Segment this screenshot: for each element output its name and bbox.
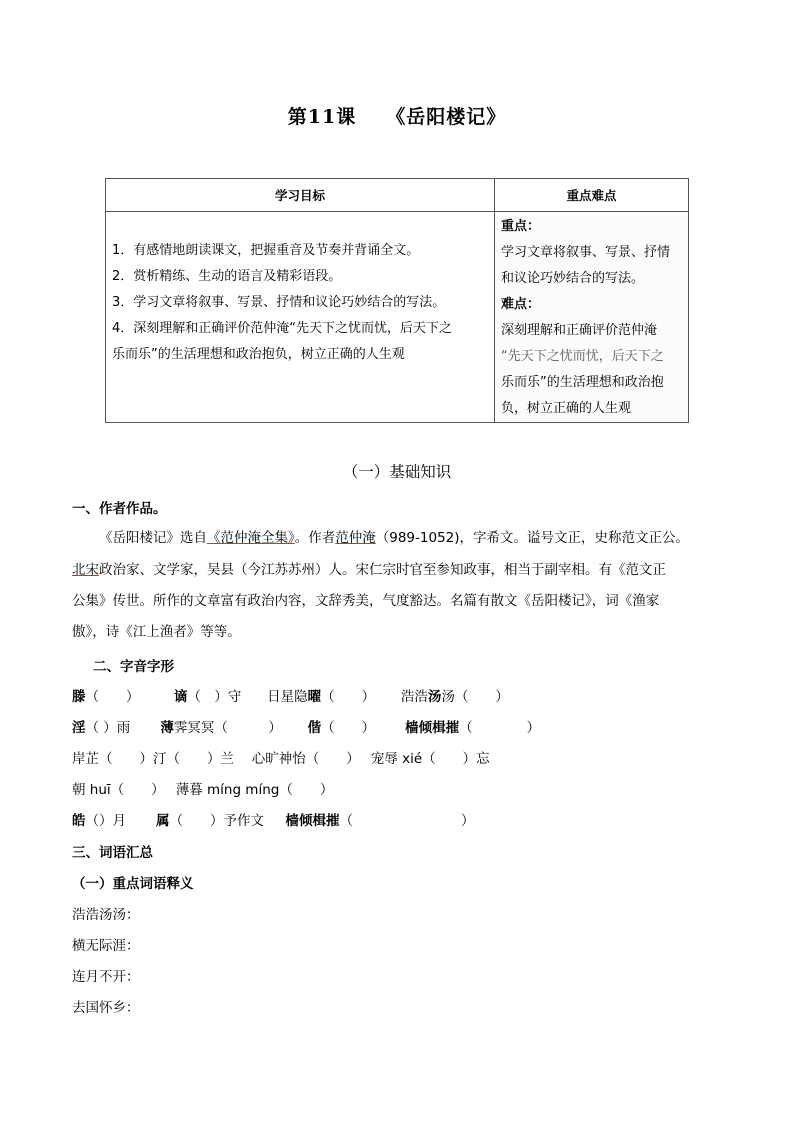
zi-line-2: 淫（ ）雨 薄霁冥冥（ ） 偕（ ） 樯倾楫摧（ ） xyxy=(72,720,541,736)
objectives-table xyxy=(105,178,689,423)
author-paragraph-cont: 北宋政治家、文学家，吴县（今江苏苏州）人。宋仁宗时官至参知政事，相当于副宰相。有《范文正 公集》传世。所作的文章富有政治内容，文辞秀美，气度豁达。名篇有散文《岳阳楼记》，词《渔家 傲》，诗《江上渔者》等等。 xyxy=(72,562,666,640)
header-key-difficult: 重点难点 xyxy=(495,179,689,212)
page-title xyxy=(0,102,794,129)
source-book: 《范仲淹全集》 xyxy=(207,530,295,546)
difficulty-label: 难点： xyxy=(501,297,541,312)
zi-line-1: 滕（ ） 谪（ ）守 日星隐曜（ ） 浩浩汤汤（ ） xyxy=(72,689,509,705)
key-line: 和议论巧妙结合的写法。 xyxy=(501,271,645,286)
goal-line: 3．学习文章将叙事、写景、抒情和议论巧妙结合的写法。 xyxy=(112,295,446,310)
zi-line-3: 岸芷（ ）汀（ ）兰 心旷神怡（ ） 宠辱 xié（ ）忘 xyxy=(72,751,490,767)
dynasty: 北宋 xyxy=(72,562,99,578)
section-title: （一）基础知识 xyxy=(342,463,452,481)
difficulty-line: 乐而乐”的生活理想和政治抱 xyxy=(501,375,664,390)
author-paragraph: 《岳阳楼记》选自《范仲淹全集》。作者范仲淹（989-1052)，字希文。谥号文正，史称范文正公。 xyxy=(99,530,690,546)
zi-line-4: 朝 huī（ ） 薄暮 míng míng（ ） xyxy=(72,782,334,798)
lesson-name: 《岳阳楼记》 xyxy=(386,106,507,128)
vocab-item: 横无际涯： xyxy=(72,938,140,954)
key-difficult-cell xyxy=(495,212,689,423)
goal-line: 2．赏析精练、生动的语言及精彩语段。 xyxy=(112,269,342,284)
goal-line: 1．有感情地朗读课文，把握重音及节奏并背诵全文。 xyxy=(112,243,420,258)
zi-line-5: 皓（）月 属（ ）予作文 樯倾楫摧（ ） xyxy=(72,813,475,829)
vocab-heading: 三、词语汇总 xyxy=(72,845,153,861)
author-name: 范仲淹 xyxy=(335,530,376,546)
difficulty-line: 深刻理解和正确评价范仲淹 xyxy=(501,323,658,338)
difficulty-line: 负，树立正确的人生观 xyxy=(501,401,632,416)
goals-cell xyxy=(106,212,495,423)
author-heading xyxy=(72,497,752,517)
vocab-item: 连月不开： xyxy=(72,969,140,985)
vocab-item: 浩浩汤汤： xyxy=(72,907,140,923)
goal-line: 乐而乐”的生活理想和政治抱负，树立正确的人生观 xyxy=(112,347,405,362)
vocab-item: 去国怀乡： xyxy=(72,1000,140,1016)
difficulty-line: “先天下之忧而忧，后天下之 xyxy=(501,349,664,364)
key-label: 重点： xyxy=(501,219,541,234)
zi-heading: 二、字音字形 xyxy=(93,659,174,675)
author-heading-text: 一、作者作品。 xyxy=(72,501,167,517)
header-learning-goals: 学习目标 xyxy=(106,179,495,212)
vocab-subheading: （一）重点词语释义 xyxy=(72,876,194,892)
goal-line: 4．深刻理解和正确评价范仲淹“先天下之忧而忧，后天下之 xyxy=(112,321,453,336)
lesson-number: 第11课 xyxy=(287,106,357,128)
key-line: 学习文章将叙事、写景、抒情 xyxy=(501,245,671,260)
